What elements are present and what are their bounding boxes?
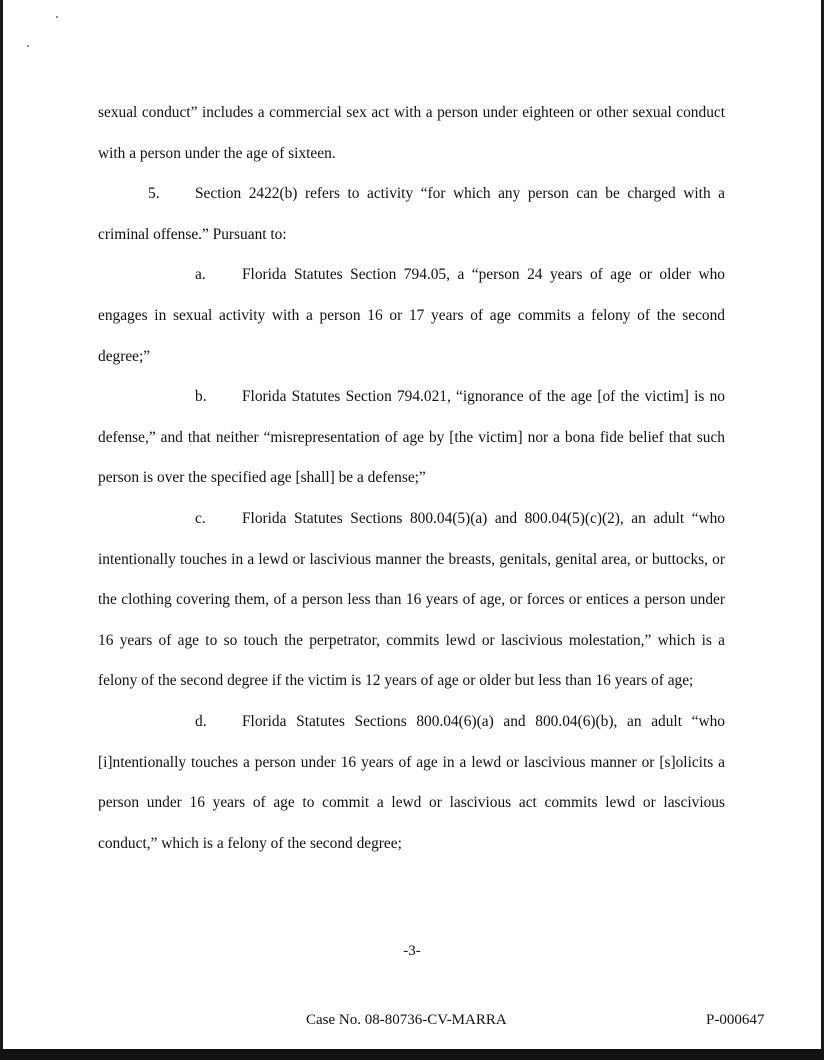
paragraph-5 — [98, 174, 725, 255]
scan-speck — [27, 45, 29, 47]
subparagraph-label: b. — [195, 388, 207, 406]
subparagraph-b — [98, 377, 725, 499]
footer-case-number: Case No. 08-80736-CV-MARRA — [306, 1012, 507, 1028]
subparagraph-c — [98, 499, 725, 702]
document-body — [98, 93, 725, 864]
subparagraph-text: Florida Statutes Sections 800.04(6)(a) and 800.04(6)(b), an adult “who [i]ntentionally touches a person under 16 years of age in a lewd or lascivious manner or [s]olicits a person under 16 years of age to commit a lewd or lascivious act commits lewd or lascivious conduct,” which is a felony of the second degree; — [98, 712, 725, 852]
footer-bates-number: P-000647 — [706, 1012, 765, 1028]
subparagraph-text: Florida Statutes Section 794.05, a “person 24 years of age or older who engages in sexual activity with a person 16 or 17 years of age commits a felony of the second degree;” — [98, 266, 725, 365]
subparagraph-label: a. — [195, 266, 206, 284]
subparagraph-text: Florida Statutes Sections 800.04(5)(a) and 800.04(5)(c)(2), an adult “who intentionally touches in a lewd or lascivious manner the breasts, genitals, genital area, or buttocks, or the clothing covering them, of a person less than 16 years of age, or forces or entices a person under 16 years of age to so touch the perpetrator, commits lewd or lascivious molestation,” which is a felony of the second degree if the victim is 12 years of age or older but less than 16 years of age; — [98, 509, 725, 690]
paragraph-number: 5. — [148, 185, 160, 203]
page-number: -3- — [403, 943, 421, 959]
subparagraph-label: c. — [195, 509, 206, 527]
scan-border-left — [0, 0, 3, 1060]
paragraph-continuation: sexual conduct” includes a commercial sex act with a person under eighteen or other sexual conduct with a person under the age of sixteen. — [98, 104, 725, 162]
scan-speck — [56, 16, 58, 18]
subparagraph-label: d. — [195, 712, 207, 730]
subparagraph-text: Florida Statutes Section 794.021, “ignorance of the age [of the victim] is no defense,” and that neither “misrepresentation of age by [the victim] nor a bona fide belief that such person is over the specified age [shall] be a defense;” — [98, 388, 725, 487]
paragraph-text: Section 2422(b) refers to activity “for which any person can be charged with a criminal offense.” Pursuant to: — [98, 185, 725, 243]
subparagraph-d — [98, 702, 725, 864]
scan-border-bottom — [0, 1049, 824, 1060]
subparagraph-a — [98, 255, 725, 377]
